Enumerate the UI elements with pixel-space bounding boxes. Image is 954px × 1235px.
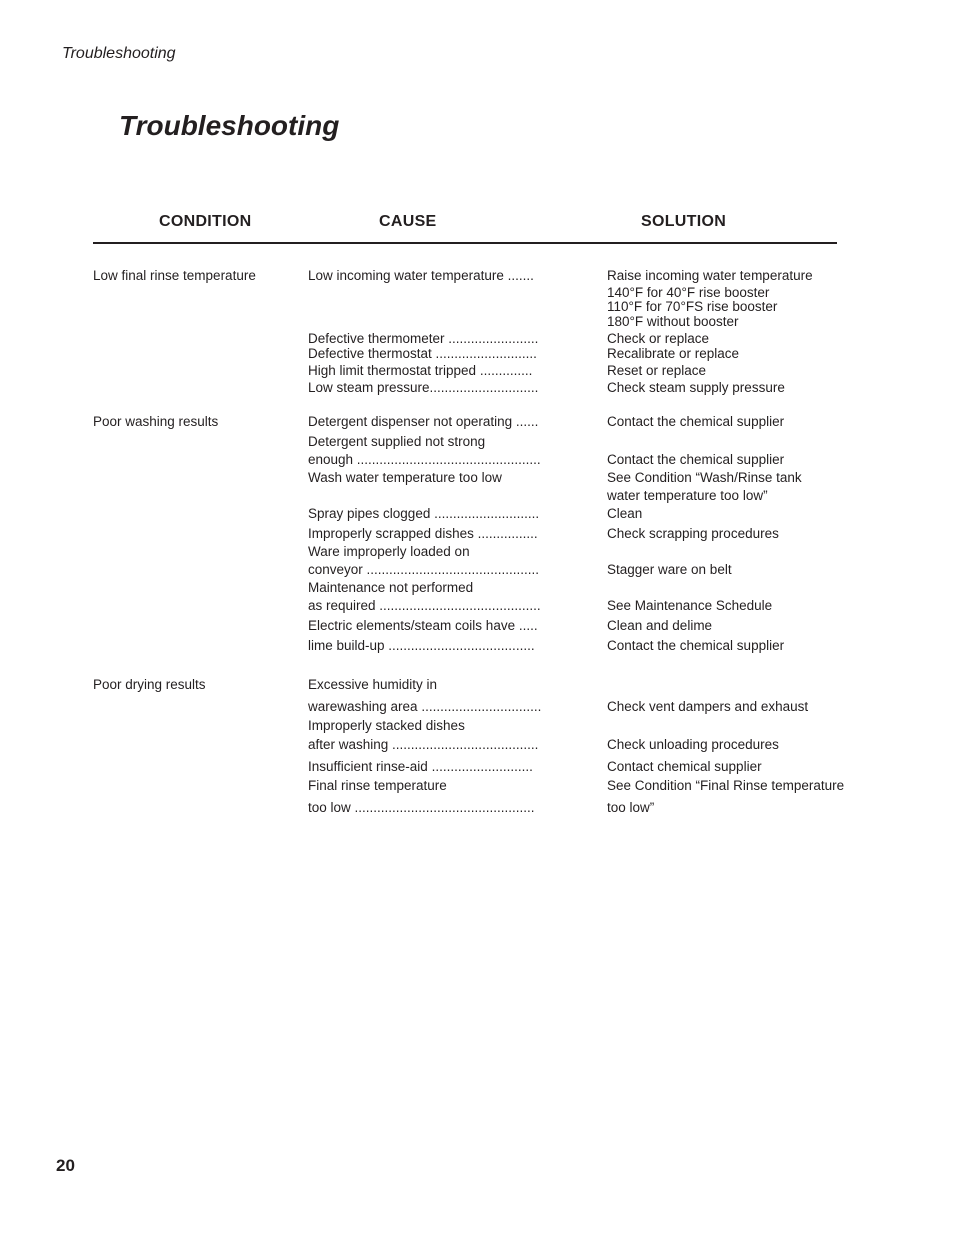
solution-text: Check or replace: [607, 331, 710, 346]
cause-text: Detergent supplied not strong: [308, 434, 486, 449]
cause-text: Improperly scrapped dishes ................: [308, 526, 538, 541]
solution-text: Clean: [607, 506, 643, 521]
solution-text: Contact the chemical supplier: [607, 414, 785, 429]
cause-text: Wash water temperature too low: [308, 470, 502, 485]
column-header-cause: CAUSE: [379, 213, 437, 230]
condition-text: Low final rinse temperature: [93, 268, 256, 283]
solution-text: Contact the chemical supplier: [607, 452, 785, 467]
cause-text: Improperly stacked dishes: [308, 718, 465, 733]
page-title: Troubleshooting: [119, 110, 340, 141]
solution-text: Recalibrate or replace: [607, 346, 740, 361]
solution-text: Contact chemical supplier: [607, 759, 762, 774]
solution-text: See Condition “Wash/Rinse tank: [607, 470, 802, 485]
solution-text: 140°F for 40°F rise booster: [607, 285, 770, 300]
cause-text: Defective thermometer ........................: [308, 331, 539, 346]
solution-text: too low”: [607, 800, 655, 815]
cause-text: conveyor ..............................................: [308, 562, 540, 577]
cause-text: Insufficient rinse-aid ...........................: [308, 759, 533, 774]
solution-text: See Condition “Final Rinse temperature: [607, 778, 845, 793]
solution-text: Check steam supply pressure: [607, 380, 785, 395]
column-header-solution: SOLUTION: [641, 213, 727, 230]
cause-text: too low ................................................: [308, 800, 535, 815]
cause-text: High limit thermostat tripped ..............: [308, 363, 533, 378]
running-head: Troubleshooting: [62, 45, 176, 62]
cause-text: as required ...........................................: [308, 598, 541, 613]
cause-text: Excessive humidity in: [308, 677, 438, 692]
condition-text: Poor drying results: [93, 677, 206, 692]
column-header-condition: CONDITION: [159, 213, 252, 230]
cause-text: Low incoming water temperature .......: [308, 268, 534, 283]
cause-text: Spray pipes clogged ............................: [308, 506, 540, 521]
condition-text: Poor washing results: [93, 414, 219, 429]
cause-text: enough .................................................: [308, 452, 541, 467]
cause-text: lime build-up .......................................: [308, 638, 535, 653]
page-number: 20: [56, 1156, 75, 1175]
cause-text: Electric elements/steam coils have .....: [308, 618, 538, 633]
cause-text: Maintenance not performed: [308, 580, 474, 595]
solution-text: 180°F without booster: [607, 314, 739, 329]
solution-text: Check vent dampers and exhaust: [607, 699, 809, 714]
cause-text: Ware improperly loaded on: [308, 544, 470, 559]
solution-text: Check scrapping procedures: [607, 526, 779, 541]
cause-text: Final rinse temperature: [308, 778, 447, 793]
cause-text: Defective thermostat ...........................: [308, 346, 537, 361]
solution-text: water temperature too low”: [607, 488, 768, 503]
cause-text: Low steam pressure.............................: [308, 380, 539, 395]
solution-text: Contact the chemical supplier: [607, 638, 785, 653]
header-rule: [93, 242, 837, 244]
solution-text: Clean and delime: [607, 618, 713, 633]
solution-text: See Maintenance Schedule: [607, 598, 773, 613]
cause-text: warewashing area ................................: [308, 699, 542, 714]
solution-text: Reset or replace: [607, 363, 707, 378]
cause-text: after washing .......................................: [308, 737, 539, 752]
solution-text: Raise incoming water temperature: [607, 268, 813, 283]
solution-text: 110°F for 70°FS rise booster: [607, 299, 778, 314]
solution-text: Stagger ware on belt: [607, 562, 732, 577]
cause-text: Detergent dispenser not operating ......: [308, 414, 539, 429]
solution-text: Check unloading procedures: [607, 737, 779, 752]
